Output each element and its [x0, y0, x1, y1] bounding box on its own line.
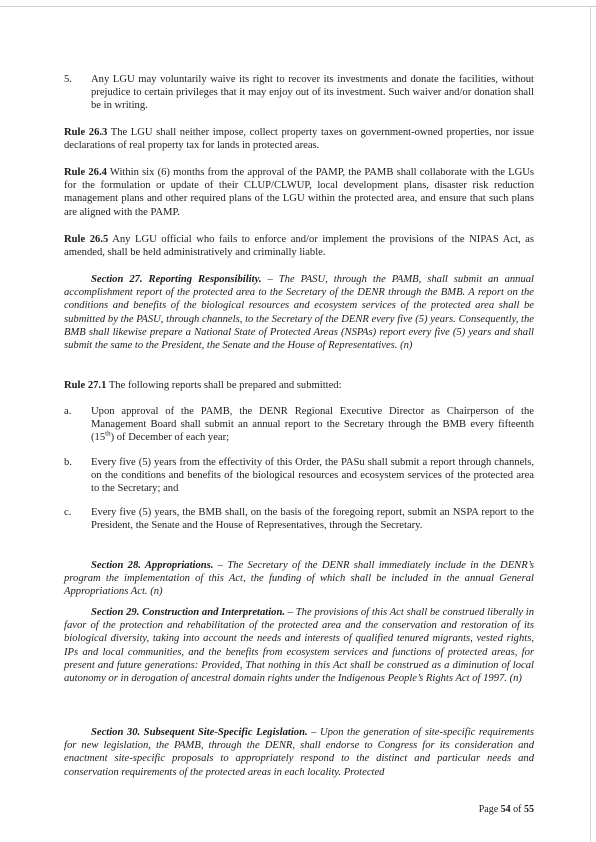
- section-title: Section 30. Subsequent Site-Specific Legislation.: [91, 727, 308, 738]
- rule-26-5: [64, 233, 534, 259]
- rule-27-1: [64, 379, 534, 392]
- rule-26-4: [64, 166, 534, 219]
- sub-item-label: b.: [64, 457, 72, 468]
- section-text: – Upon the generation of site-specific requirements for new legislation, the PAMB, through the DENR, shall endorse to Congress for its consideration and enactment site-specific proposals to appropriately respond to the distinct and particular needs and conservation requirements of the protected areas in each locality. Protected: [64, 727, 534, 778]
- ordinal-superscript: th: [105, 429, 111, 438]
- section-text: – The provisions of this Act shall be construed liberally in favor of the protection and rehabilitation of the protected area and the conservation and restoration of its biological diversity, taking into account the needs and interests of qualified tenured migrants, vested rights, IPs and local communities, and the benefits from ecosystem services and functions of protected areas, for present and future generations: Provided, That nothing in this Act shall be construed as a diminution of local autonomy or in derogation of ancestral domain rights under the Indigenous People’s Rights Act of 1997. (n): [64, 607, 534, 685]
- rule-26-3: [64, 126, 534, 152]
- page-border-right: [590, 6, 591, 842]
- rule-text: Within six (6) months from the approval of the PAMP, the PAMB shall collaborate with the LGUs for the formulation or update of their CLUP/CLWUP, local development plans, disaster risk reduction management plans and other required plans of the LGU within the protected area, and ensure that such plans are aligned with the PAMP.: [64, 167, 534, 218]
- page-number-current: 54: [500, 804, 511, 815]
- section-28: [64, 559, 534, 599]
- sub-item-text: Every five (5) years, the BMB shall, on the basis of the foregoing report, submit an NSPA report to the President, the Senate and the House of Representatives, through the Secretary.: [91, 507, 534, 532]
- section-text: – The PASU, through the PAMB, shall submit an annual accomplishment report of the protected area to the Secretary of the DENR through the BMB. A report on the conditions and benefits of the biological resources and ecosystem services of the protected area shall be submitted by the PASU, through channels, to the Secretary of the DENR every five (5) years. Consequently, the BMB shall likewise prepare a National State of Protected Areas (NSPAs) report every five (5) years and shall submit the same to the President, the Senate and the House of Representatives. (n): [64, 274, 534, 352]
- section-title: Section 29. Construction and Interpretation.: [91, 607, 286, 618]
- rule-label: Rule 26.3: [64, 127, 108, 138]
- page-number-prefix: Page: [478, 804, 501, 815]
- section-text: – The Secretary of the DENR shall immediately include in the DENR’s program the implementation of this Act, the funding of which shall be included in the annual General Appropriations Act. (n): [64, 560, 534, 598]
- rule-text: The LGU shall neither impose, collect property taxes on government-owned properties, nor issue declarations of real property tax for lands in protected areas.: [64, 127, 534, 152]
- section-title: Section 28. Appropriations.: [91, 560, 214, 571]
- rule-label: Rule 27.1: [64, 380, 107, 391]
- page-number-total: 55: [524, 804, 534, 815]
- rule-text: Any LGU official who fails to enforce and/or implement the provisions of the NIPAS Act, as amended, shall be held administratively and criminally liable.: [64, 234, 535, 259]
- sub-item-label: c.: [64, 507, 72, 518]
- page-number-separator: of: [510, 804, 524, 815]
- list-item-text: Any LGU may voluntarily waive its right to recover its investments and donate the facilities, without prejudice to certain privileges that it may enjoy out of its investment. Such waiver and/or donation shall be in writing.: [91, 74, 534, 112]
- rule-label: Rule 26.4: [64, 167, 107, 178]
- rule-text: The following reports shall be prepared and submitted:: [106, 380, 342, 391]
- section-30: [64, 726, 534, 779]
- list-item-number: 5.: [64, 74, 72, 85]
- sub-item-label: a.: [64, 406, 72, 417]
- rule-label: Rule 26.5: [64, 234, 109, 245]
- sub-item-text-part: ) of December of each year;: [110, 432, 230, 444]
- sub-item-text-part: Upon approval of the PAMB, the DENR Regional Executive Director as Chairperson of the Management Board shall submit an annual report to the Secretary through the BMB every fifteenth (15: [91, 406, 534, 444]
- sub-item-text: Every five (5) years from the effectivity of this Order, the PASu shall submit a report through channels, on the conditions and benefits of the biological resources and ecosystem services of the protected area to the Secretary; and: [91, 457, 534, 495]
- section-29: [64, 606, 534, 685]
- page-border-top: [0, 6, 596, 7]
- sub-item-text: [91, 405, 534, 445]
- section-27: [64, 273, 534, 352]
- section-title: Section 27. Reporting Responsibility.: [91, 274, 262, 285]
- page-number: [479, 804, 534, 815]
